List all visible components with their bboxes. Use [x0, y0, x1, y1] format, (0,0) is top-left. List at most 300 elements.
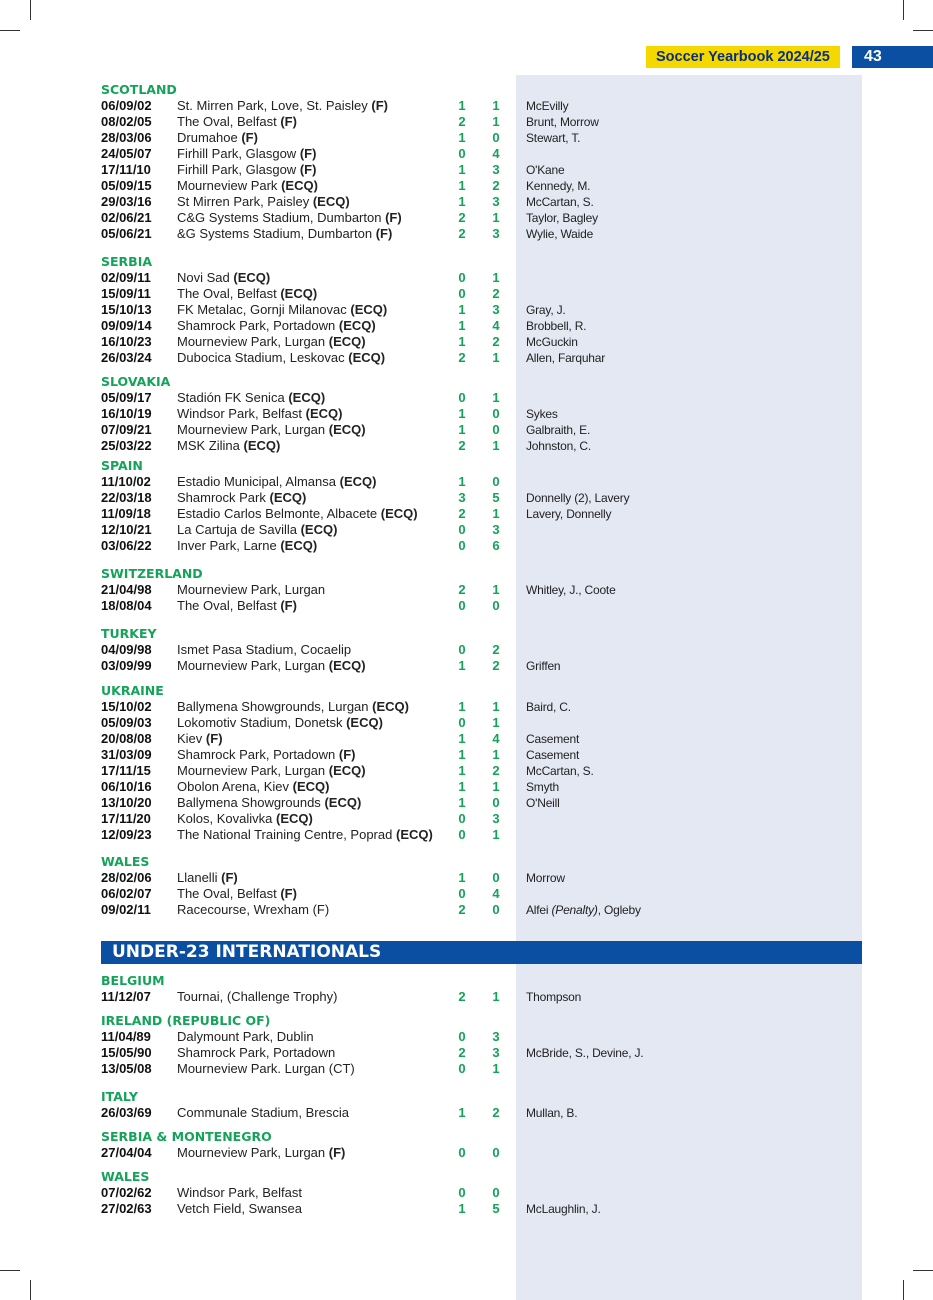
venue-name: Stadión FK Senica: [177, 390, 285, 405]
score-away: 2: [492, 642, 500, 657]
match-venue: [177, 390, 325, 406]
match-date: 27/02/63: [101, 1201, 152, 1216]
match-date: 05/09/17: [101, 390, 152, 405]
match-row: [0, 747, 933, 763]
match-date: 07/09/21: [101, 422, 152, 437]
venue-name: &G Systems Stadium, Dumbarton: [177, 226, 373, 241]
match-row: [0, 582, 933, 598]
scorers: McGuckin: [526, 335, 578, 349]
match-row: [0, 811, 933, 827]
score-home: 1: [458, 406, 466, 421]
score-away: 1: [492, 438, 500, 453]
match-venue: [177, 506, 418, 522]
score-home: 0: [458, 1029, 466, 1044]
competition-code: (ECQ): [339, 474, 377, 489]
venue-name: Dubocica Stadium, Leskovac: [177, 350, 345, 365]
score-home: 2: [458, 438, 466, 453]
competition-code: (F): [375, 226, 393, 241]
score-away: 1: [492, 747, 500, 762]
match-venue: [177, 318, 376, 334]
competition-code: (ECQ): [380, 506, 418, 521]
score-away: 2: [492, 286, 500, 301]
score-home: 2: [458, 226, 466, 241]
score-away: 0: [492, 130, 500, 145]
match-venue: [177, 286, 317, 302]
match-venue: [177, 658, 366, 674]
score-home: 0: [458, 642, 466, 657]
score-home: 0: [458, 886, 466, 901]
match-date: 29/03/16: [101, 194, 152, 209]
scorers: Griffen: [526, 659, 561, 673]
score-home: 1: [458, 130, 466, 145]
competition-code: (F): [385, 210, 402, 225]
match-row: [0, 390, 933, 406]
match-date: 18/08/04: [101, 598, 152, 613]
scorers: Sykes: [526, 407, 558, 421]
match-row: [0, 474, 933, 490]
match-venue: [177, 114, 297, 130]
match-date: 27/04/04: [101, 1145, 152, 1160]
match-row: [0, 989, 933, 1005]
venue-name: Dalymount Park, Dublin: [177, 1029, 314, 1044]
venue-name: C&G Systems Stadium, Dumbarton: [177, 210, 382, 225]
venue-name: Mourneview Park, Lurgan: [177, 334, 326, 349]
score-away: 1: [492, 582, 500, 597]
match-date: 12/10/21: [101, 522, 152, 537]
country-heading: WALES: [101, 1169, 150, 1184]
score-away: 3: [492, 1029, 500, 1044]
match-date: 26/03/69: [101, 1105, 152, 1120]
match-row: [0, 270, 933, 286]
score-away: 0: [492, 1145, 500, 1160]
competition-code: (ECQ): [305, 406, 343, 421]
match-venue: [177, 350, 385, 366]
venue-name: Inver Park, Larne: [177, 538, 277, 553]
score-home: 0: [458, 1145, 466, 1160]
score-home: 2: [458, 902, 466, 917]
competition-code: (ECQ): [292, 779, 330, 794]
venue-name: St Mirren Park, Paisley: [177, 194, 310, 209]
match-venue: [177, 146, 316, 162]
scorers: McLaughlin, J.: [526, 1202, 601, 1216]
competition-code: (ECQ): [288, 390, 326, 405]
match-row: [0, 699, 933, 715]
match-date: 03/06/22: [101, 538, 152, 553]
match-row: [0, 870, 933, 886]
score-away: 1: [492, 989, 500, 1004]
venue-name: Mourneview Park, Lurgan: [177, 1145, 326, 1160]
score-home: 1: [458, 1201, 466, 1216]
score-home: 0: [458, 270, 466, 285]
match-date: 31/03/09: [101, 747, 152, 762]
score-away: 4: [492, 318, 500, 333]
score-away: 0: [492, 1185, 500, 1200]
match-date: 25/03/22: [101, 438, 152, 453]
score-away: 3: [492, 811, 500, 826]
match-row: [0, 286, 933, 302]
competition-code: (ECQ): [346, 715, 383, 730]
venue-name: Firhill Park, Glasgow: [177, 146, 297, 161]
match-date: 07/02/62: [101, 1185, 152, 1200]
match-date: 06/10/16: [101, 779, 152, 794]
score-home: 2: [458, 506, 466, 521]
score-away: 0: [492, 870, 500, 885]
match-venue: [177, 538, 317, 554]
match-venue: [177, 194, 350, 210]
scorers: Galbraith, E.: [526, 423, 591, 437]
match-row: [0, 1045, 933, 1061]
venue-name: Windsor Park, Belfast: [177, 1185, 302, 1200]
score-away: 1: [492, 827, 500, 842]
venue-name: Firhill Park, Glasgow: [177, 162, 297, 177]
competition-code: (F): [371, 98, 388, 113]
score-away: 1: [492, 98, 500, 113]
match-date: 24/05/07: [101, 146, 152, 161]
scorers: Johnston, C.: [526, 439, 591, 453]
venue-name: Llanelli: [177, 870, 218, 885]
score-away: 1: [492, 270, 500, 285]
venue-name: Estadio Municipal, Almansa: [177, 474, 336, 489]
venue-name: The National Training Centre, Poprad: [177, 827, 393, 842]
match-row: [0, 642, 933, 658]
match-venue: [177, 490, 306, 506]
score-away: 3: [492, 522, 500, 537]
scorers: Morrow: [526, 871, 565, 885]
score-home: 1: [458, 162, 466, 177]
score-home: 1: [458, 747, 466, 762]
country-heading: IRELAND (REPUBLIC OF): [101, 1013, 271, 1028]
score-home: 2: [458, 1045, 466, 1060]
country-heading: SERBIA & MONTENEGRO: [101, 1129, 272, 1144]
score-away: 3: [492, 194, 500, 209]
venue-name: Vetch Field, Swansea: [177, 1201, 303, 1216]
score-away: 1: [492, 210, 500, 225]
match-row: [0, 795, 933, 811]
score-away: 6: [492, 538, 500, 553]
score-away: 0: [492, 902, 500, 917]
venue-name: Novi Sad: [177, 270, 230, 285]
match-venue: [177, 989, 337, 1005]
match-date: 06/09/02: [101, 98, 152, 113]
competition-code: (F): [338, 747, 356, 762]
match-venue: [177, 210, 402, 226]
match-row: [0, 538, 933, 554]
competition-code: (F): [299, 146, 317, 161]
competition-code: (F): [241, 130, 258, 145]
score-away: 2: [492, 334, 500, 349]
score-home: 1: [458, 795, 466, 810]
venue-name: Mourneview Park, Lurgan: [177, 763, 326, 778]
score-away: 0: [492, 474, 500, 489]
scorers: Alfei (Penalty), Ogleby: [526, 903, 641, 917]
match-row: [0, 162, 933, 178]
match-venue: [177, 1145, 345, 1161]
score-away: 3: [492, 226, 500, 241]
venue-name: Kiev: [177, 731, 203, 746]
competition-code: (F): [205, 731, 223, 746]
match-row: [0, 1185, 933, 1201]
score-away: 3: [492, 302, 500, 317]
score-home: 0: [458, 827, 466, 842]
scorers: Donnelly (2), Lavery: [526, 491, 630, 505]
match-row: [0, 350, 933, 366]
competition-code: (ECQ): [243, 438, 281, 453]
match-row: [0, 522, 933, 538]
venue-name: Mourneview Park, Lurgan: [177, 422, 326, 437]
score-away: 1: [492, 699, 500, 714]
match-date: 11/04/89: [101, 1029, 151, 1044]
scorers: McBride, S., Devine, J.: [526, 1046, 644, 1060]
country-heading: SLOVAKIA: [101, 374, 171, 389]
match-date: 02/09/11: [101, 270, 151, 285]
crop-mark: [0, 1270, 20, 1271]
match-date: 09/02/11: [101, 902, 151, 917]
match-venue: [177, 422, 366, 438]
match-venue: [177, 438, 280, 454]
score-home: 1: [458, 194, 466, 209]
score-home: 1: [458, 1105, 466, 1120]
match-date: 15/09/11: [101, 286, 151, 301]
score-home: 1: [458, 302, 466, 317]
match-row: [0, 886, 933, 902]
match-row: [0, 658, 933, 674]
match-row: [0, 1061, 933, 1077]
score-home: 0: [458, 146, 466, 161]
score-away: 0: [492, 422, 500, 437]
competition-code: (ECQ): [395, 827, 433, 842]
match-date: 13/05/08: [101, 1061, 152, 1076]
match-venue: [177, 130, 258, 146]
match-date: 05/09/03: [101, 715, 152, 730]
score-away: 4: [492, 731, 500, 746]
country-heading: UKRAINE: [101, 683, 164, 698]
score-away: 1: [492, 114, 500, 129]
score-home: 1: [458, 318, 466, 333]
score-home: 2: [458, 210, 466, 225]
venue-name: Mourneview Park, Lurgan: [177, 582, 326, 597]
score-home: 1: [458, 870, 466, 885]
venue-name: La Cartuja de Savilla: [177, 522, 297, 537]
score-away: 1: [492, 779, 500, 794]
scorers: Mullan, B.: [526, 1106, 578, 1120]
section-title: UNDER-23 INTERNATIONALS: [112, 942, 382, 962]
match-date: 12/09/23: [101, 827, 152, 842]
venue-name: Mourneview Park: [177, 178, 278, 193]
match-venue: [177, 870, 238, 886]
yearbook-header-badge: Soccer Yearbook 2024/25: [646, 46, 840, 68]
venue-name: FK Metalac, Gornji Milanovac: [177, 302, 347, 317]
venue-name: The Oval, Belfast: [177, 286, 277, 301]
match-venue: [177, 406, 342, 422]
venue-name: Kolos, Kovalivka: [177, 811, 273, 826]
country-heading: BELGIUM: [101, 973, 165, 988]
match-date: 28/03/06: [101, 130, 152, 145]
score-home: 1: [458, 658, 466, 673]
match-date: 20/08/08: [101, 731, 152, 746]
match-date: 28/02/06: [101, 870, 152, 885]
score-away: 4: [492, 146, 500, 161]
match-row: [0, 902, 933, 918]
venue-name: The Oval, Belfast: [177, 114, 277, 129]
scorers: Baird, C.: [526, 700, 571, 714]
match-date: 06/02/07: [101, 886, 152, 901]
score-home: 0: [458, 390, 466, 405]
match-date: 15/10/02: [101, 699, 152, 714]
score-away: 0: [492, 795, 500, 810]
match-venue: [177, 811, 313, 827]
crop-mark: [30, 1280, 31, 1300]
match-date: 17/11/10: [101, 162, 151, 177]
match-date: 16/10/23: [101, 334, 152, 349]
score-home: 0: [458, 598, 466, 613]
score-home: 0: [458, 286, 466, 301]
competition-code: (ECQ): [348, 350, 386, 365]
match-row: [0, 98, 933, 114]
match-row: [0, 1201, 933, 1217]
competition-code: (ECQ): [372, 699, 409, 714]
scorers: Brobbell, R.: [526, 319, 587, 333]
score-home: 0: [458, 715, 466, 730]
match-venue: [177, 1185, 302, 1201]
match-row: [0, 506, 933, 522]
match-date: 11/10/02: [101, 474, 151, 489]
scorers: Casement: [526, 748, 580, 762]
scorers: Taylor, Bagley: [526, 211, 598, 225]
match-date: 26/03/24: [101, 350, 152, 365]
match-row: [0, 130, 933, 146]
venue-name: The Oval, Belfast: [177, 886, 277, 901]
match-row: [0, 178, 933, 194]
page-number: 43: [864, 48, 882, 65]
match-venue: [177, 178, 318, 194]
match-venue: [177, 522, 337, 538]
venue-name: Shamrock Park, Portadown: [177, 318, 336, 333]
match-venue: [177, 98, 388, 114]
competition-code: (ECQ): [233, 270, 271, 285]
scorers: O'Neill: [526, 796, 560, 810]
scorers: Thompson: [526, 990, 582, 1004]
match-venue: [177, 827, 433, 843]
score-away: 4: [492, 886, 500, 901]
score-away: 2: [492, 658, 500, 673]
competition-code: (F): [328, 1145, 346, 1160]
score-away: 2: [492, 178, 500, 193]
match-date: 11/09/18: [101, 506, 151, 521]
match-venue: [177, 270, 270, 286]
score-home: 1: [458, 474, 466, 489]
match-date: 03/09/99: [101, 658, 152, 673]
match-venue: [177, 763, 366, 779]
match-row: [0, 194, 933, 210]
score-home: 3: [458, 490, 466, 505]
scorers: Gray, J.: [526, 303, 566, 317]
country-heading: WALES: [101, 854, 150, 869]
score-home: 1: [458, 422, 466, 437]
score-away: 1: [492, 350, 500, 365]
competition-code: (ECQ): [276, 811, 313, 826]
match-venue: [177, 474, 376, 490]
scorers: O'Kane: [526, 163, 565, 177]
scorers: McEvilly: [526, 99, 569, 113]
match-row: [0, 827, 933, 843]
venue-name: Ismet Pasa Stadium, Cocaelip: [177, 642, 352, 657]
score-away: 0: [492, 406, 500, 421]
competition-code: (ECQ): [300, 522, 338, 537]
competition-code: (F): [280, 886, 297, 901]
match-venue: [177, 226, 392, 242]
competition-code: (ECQ): [280, 286, 318, 301]
competition-code: (ECQ): [328, 763, 366, 778]
score-home: 0: [458, 811, 466, 826]
match-venue: [177, 731, 223, 747]
scorers: Casement: [526, 732, 580, 746]
match-row: [0, 715, 933, 731]
score-away: 1: [492, 390, 500, 405]
match-row: [0, 438, 933, 454]
country-heading: SPAIN: [101, 458, 143, 473]
venue-name: Shamrock Park: [177, 490, 266, 505]
competition-code: (ECQ): [328, 334, 366, 349]
country-heading: SERBIA: [101, 254, 153, 269]
score-home: 1: [458, 763, 466, 778]
venue-name: St. Mirren Park, Love, St. Paisley: [177, 98, 368, 113]
competition-code: (ECQ): [281, 178, 318, 193]
match-venue: [177, 1201, 302, 1217]
crop-mark: [30, 0, 31, 20]
scorers: Brunt, Morrow: [526, 115, 599, 129]
competition-code: (F): [280, 114, 297, 129]
country-heading: TURKEY: [101, 626, 157, 641]
score-home: 1: [458, 731, 466, 746]
match-venue: [177, 1061, 355, 1077]
match-venue: [177, 1045, 335, 1061]
match-venue: [177, 162, 316, 178]
match-date: 17/11/15: [101, 763, 151, 778]
match-row: [0, 318, 933, 334]
score-away: 1: [492, 506, 500, 521]
match-venue: [177, 598, 297, 614]
venue-name: Shamrock Park, Portadown: [177, 1045, 336, 1060]
competition-code: (ECQ): [350, 302, 388, 317]
score-home: 1: [458, 779, 466, 794]
match-row: [0, 779, 933, 795]
venue-name: Windsor Park, Belfast: [177, 406, 302, 421]
venue-name: Tournai, (Challenge Trophy): [177, 989, 338, 1004]
match-venue: [177, 699, 409, 715]
match-row: [0, 598, 933, 614]
match-venue: [177, 779, 330, 795]
match-date: 15/05/90: [101, 1045, 152, 1060]
venue-name: Communale Stadium, Brescia: [177, 1105, 349, 1120]
competition-code: (ECQ): [338, 318, 376, 333]
score-away: 2: [492, 763, 500, 778]
venue-name: Estadio Carlos Belmonte, Albacete: [177, 506, 378, 521]
score-away: 1: [492, 1061, 500, 1076]
score-away: 2: [492, 1105, 500, 1120]
score-home: 0: [458, 522, 466, 537]
match-venue: [177, 1029, 314, 1045]
match-row: [0, 302, 933, 318]
scorers: Stewart, T.: [526, 131, 581, 145]
crop-mark: [913, 30, 933, 31]
match-venue: [177, 582, 325, 598]
match-date: 05/09/15: [101, 178, 152, 193]
score-home: 1: [458, 334, 466, 349]
match-date: 09/09/14: [101, 318, 152, 333]
score-home: 1: [458, 98, 466, 113]
match-venue: [177, 642, 351, 658]
competition-code: (ECQ): [312, 194, 350, 209]
